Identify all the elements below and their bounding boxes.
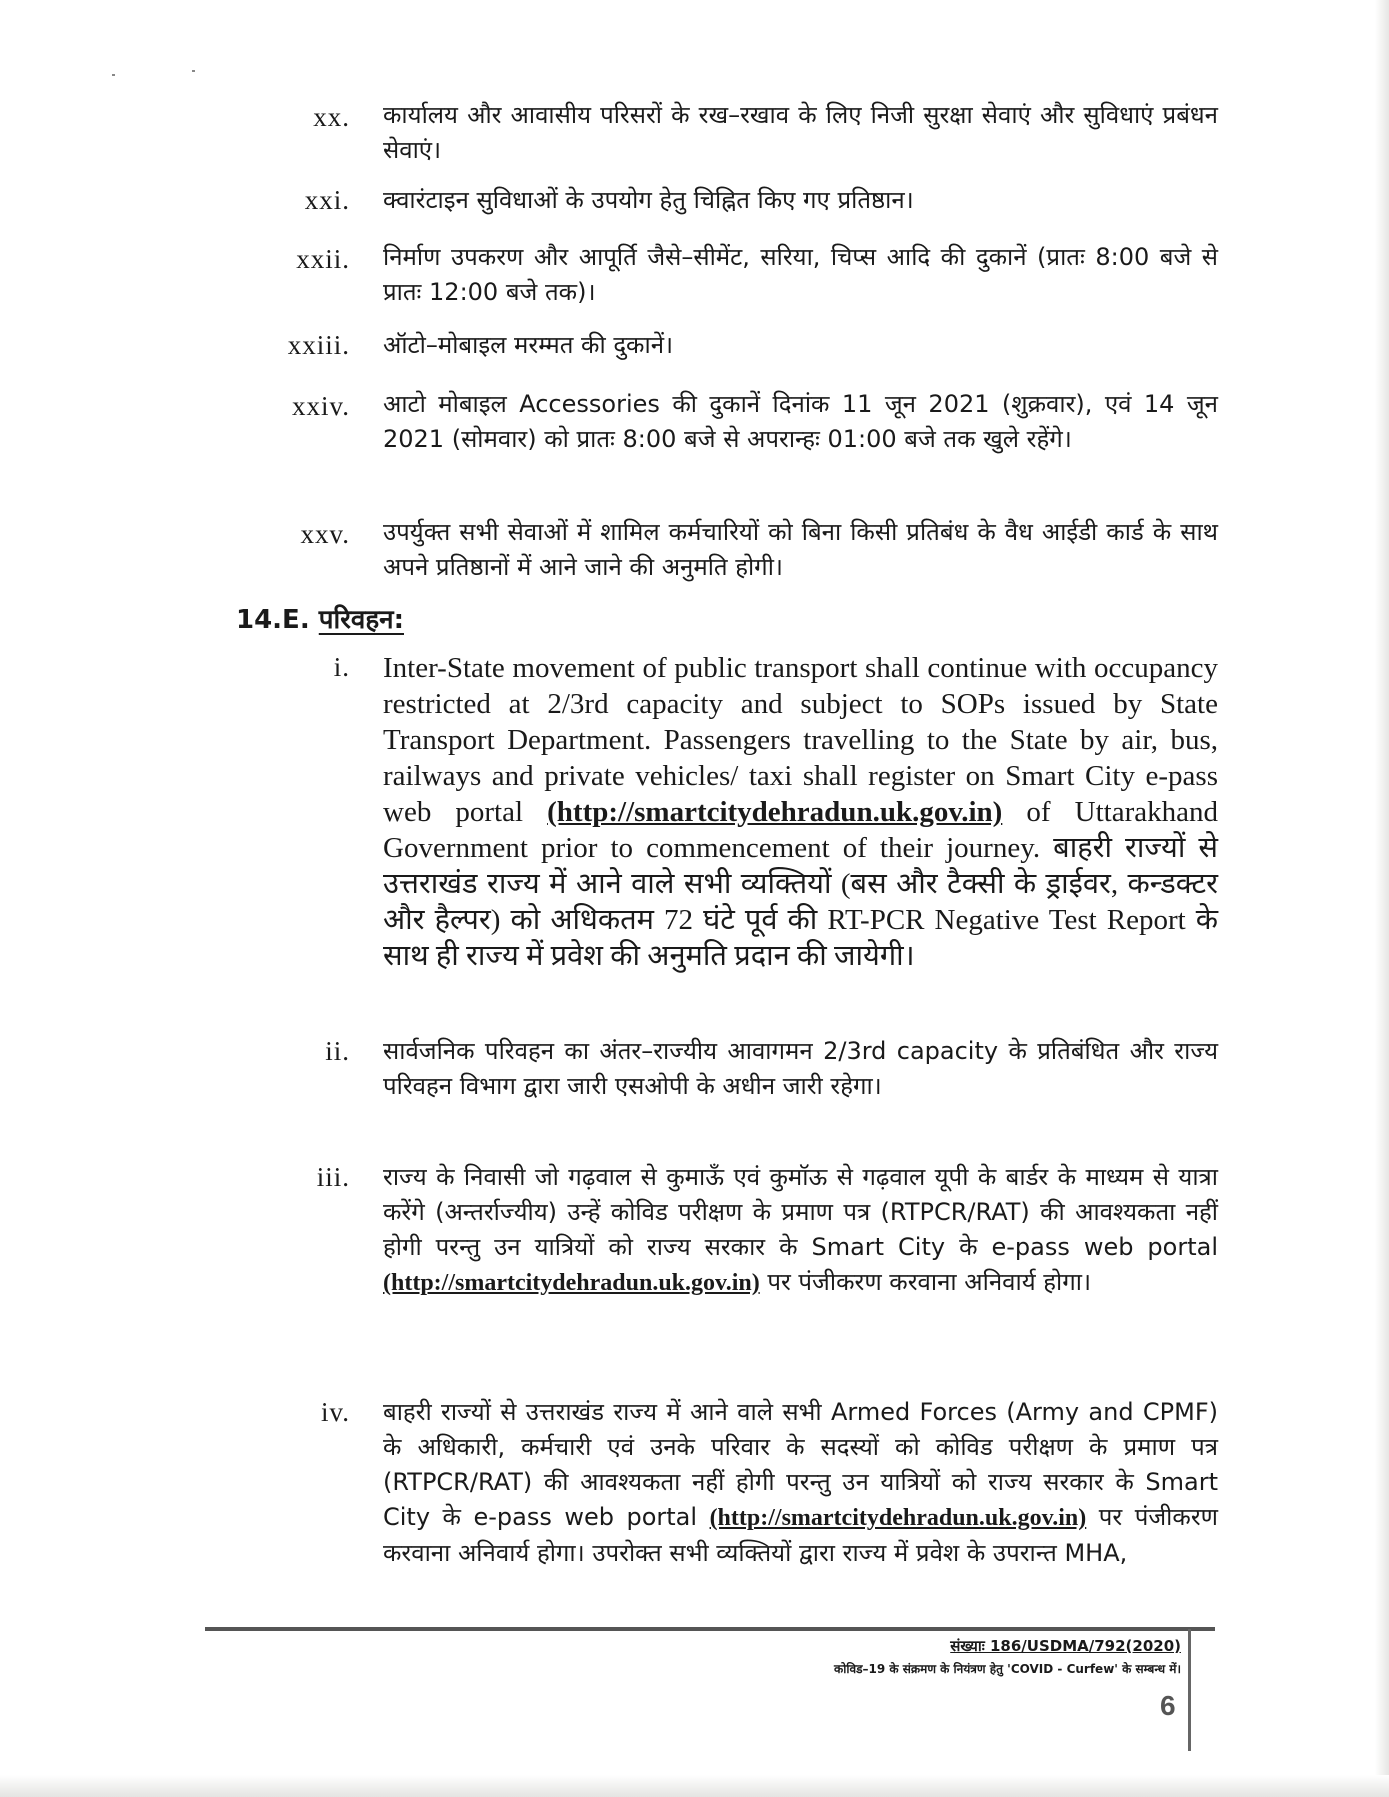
item-text-part: पर पंजीकरण करवाना अनिवार्य होगा। उपरोक्त सभी व्यक्तियों द्वारा राज्य में प्रवेश के उपरान्त MHA, bbox=[383, 1503, 1218, 1567]
item-number: xxii. bbox=[296, 244, 350, 274]
portal-link[interactable]: (http://smartcitydehradun.uk.gov.in) bbox=[383, 1270, 760, 1296]
section-title: परिवहन: bbox=[318, 605, 404, 635]
item-number: xxiii. bbox=[287, 330, 350, 360]
item-text: कार्यालय और आवासीय परिसरों के रख–रखाव के लिए निजी सुरक्षा सेवाएं और सुविधाएं प्रबंधन सेवाएं। bbox=[383, 101, 1218, 164]
item-text bbox=[383, 1395, 1218, 1571]
item-text: क्वारंटाइन सुविधाओं के उपयोग हेतु चिह्नित किए गए प्रतिष्ठान। bbox=[383, 186, 914, 214]
item-number: xx. bbox=[313, 102, 350, 132]
item-text bbox=[383, 650, 1218, 974]
page-number: 6 bbox=[1160, 1690, 1176, 1721]
item-text: आटो मोबाइल Accessories की दुकानें दिनांक 11 जून 2021 (शुक्रवार), एवं 14 जून 2021 (सोमवार) को प्रातः 8:00 बजे से अपरान्हः 01:00 बजे तक खुले रहेंगे। bbox=[383, 390, 1218, 453]
item-text bbox=[383, 1160, 1218, 1301]
scan-edge bbox=[1375, 0, 1389, 1797]
item-text-part: of Uttarakhand Government prior to commencement of their journey. बाहरी राज्यों से उत्तराखंड राज्य में आने वाले सभी व्यक्तियों (बस और टैक्सी के ड्राईवर, कन्डक्टर और हैल्पर) को अधिकतम 72 घंटे पूर्व की RT-PCR Negative Test Report के साथ ही राज्य में प्रवेश की अनुमति प्रदान की जायेगी। bbox=[383, 796, 1218, 972]
item-number: xxiv. bbox=[292, 391, 350, 421]
item-text: उपर्युक्त सभी सेवाओं में शामिल कर्मचारियों को बिना किसी प्रतिबंध के वैध आईडी कार्ड के साथ अपने प्रतिष्ठानों में आने जाने की अनुमति होगी। bbox=[383, 518, 1218, 581]
item-text-part: राज्य के निवासी जो गढ़वाल से कुमाऊँ एवं कुमॉऊ से गढ़वाल यूपी के बार्डर के माध्यम से यात्रा करेंगे (अन्तर्राज्यीय) उन्हें कोविड परीक्षण के प्रमाण पत्र (RTPCR/RAT) की आवश्यकता नहीं होगी परन्तु उन यात्रियों को राज्य सरकार के Smart City के e-pass web portal bbox=[383, 1163, 1218, 1261]
item-number: ii. bbox=[325, 1036, 350, 1066]
item-text-part: पर पंजीकरण करवाना अनिवार्य होगा। bbox=[759, 1268, 1092, 1296]
item-number: xxv. bbox=[300, 519, 350, 549]
scan-speck bbox=[112, 74, 115, 76]
portal-link[interactable]: (http://smartcitydehradun.uk.gov.in) bbox=[709, 1505, 1087, 1531]
section-number: 14.E. bbox=[236, 605, 310, 635]
footer-vertical-divider bbox=[1188, 1629, 1191, 1751]
portal-link[interactable]: (http://smartcitydehradun.uk.gov.in) bbox=[547, 796, 1003, 828]
footer-reference: संख्याः 186/USDMA/792(2020) bbox=[950, 1637, 1181, 1655]
item-text: ऑटो–मोबाइल मरम्मत की दुकानें। bbox=[383, 331, 674, 359]
item-number: iv. bbox=[321, 1397, 350, 1427]
footer-divider bbox=[205, 1627, 1215, 1631]
item-text-part: Inter-State movement of public transport shall continue with occupancy restricted at 2/3rd capacity and subject to SOPs issued by State Transport Department. Passengers travelling to the State by air, bus, railways and private vehicles/ taxi shall register on Smart City e-pass web portal bbox=[383, 652, 1218, 828]
item-number: iii. bbox=[316, 1162, 350, 1192]
item-text: सार्वजनिक परिवहन का अंतर–राज्यीय आवागमन 2/3rd capacity के प्रतिबंधित और राज्य परिवहन विभाग द्वारा जारी एसओपी के अधीन जारी रहेगा। bbox=[383, 1037, 1218, 1100]
section-heading bbox=[236, 600, 404, 636]
footer-subject: कोविड–19 के संक्रमण के नियंत्रण हेतु 'COVID - Curfew' के सम्बन्ध में। bbox=[834, 1662, 1181, 1676]
item-text-part: बाहरी राज्यों से उत्तराखंड राज्य में आने वाले सभी Armed Forces (Army and CPMF) के अधिकारी, कर्मचारी एवं उनके परिवार के सदस्यों को कोविड परीक्षण के प्रमाण पत्र (RTPCR/RAT) की आवश्यकता नहीं होगी परन्तु उन यात्रियों को राज्य सरकार के Smart City के e-pass web portal bbox=[383, 1398, 1218, 1531]
scan-edge bbox=[0, 1775, 1389, 1797]
item-number: i. bbox=[333, 652, 350, 682]
item-number: xxi. bbox=[304, 185, 350, 215]
scan-speck bbox=[192, 70, 195, 72]
item-text: निर्माण उपकरण और आपूर्ति जैसे–सीमेंट, सरिया, चिप्स आदि की दुकानें (प्रातः 8:00 बजे से प्रातः 12:00 बजे तक)। bbox=[383, 243, 1218, 306]
